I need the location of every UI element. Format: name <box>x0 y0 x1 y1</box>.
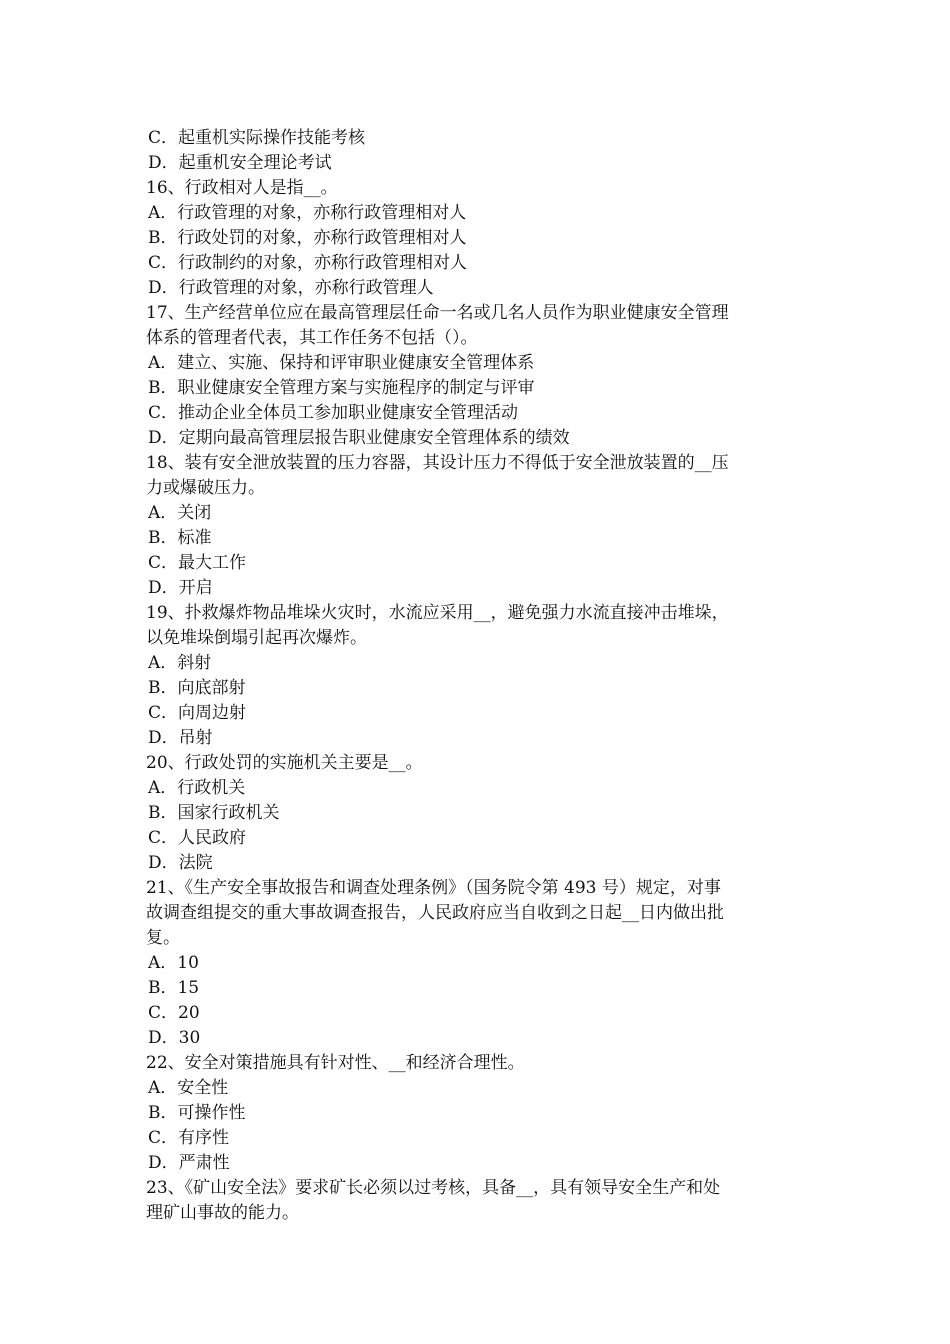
answer-option: B．15 <box>148 978 200 998</box>
answer-option: C．行政制约的对象，亦称行政管理相对人 <box>148 253 468 273</box>
answer-option: B．向底部射 <box>148 678 246 698</box>
answer-option: C．20 <box>148 1003 200 1023</box>
answer-option: D．定期向最高管理层报告职业健康安全管理体系的绩效 <box>148 428 570 448</box>
answer-option: B．标准 <box>148 528 212 548</box>
answer-option: C．最大工作 <box>148 553 247 573</box>
question-text: 体系的管理者代表，其工作任务不包括（）。 <box>146 328 478 348</box>
answer-option: D．开启 <box>148 578 213 598</box>
answer-option: C．推动企业全体员工参加职业健康安全管理活动 <box>148 403 519 423</box>
answer-option: A．斜射 <box>148 653 212 673</box>
question-text: 19、扑救爆炸物品堆垛火灾时，水流应采用__，避免强力水流直接冲击堆垛， <box>146 603 729 623</box>
answer-option: A．行政管理的对象，亦称行政管理相对人 <box>148 203 467 223</box>
question-text: 23、《矿山安全法》要求矿长必须以过考核，具备__，具有领导安全生产和处 <box>146 1178 721 1198</box>
answer-option: D．吊射 <box>148 728 213 748</box>
answer-option: C．人民政府 <box>148 828 247 848</box>
answer-option: C．有序性 <box>148 1128 230 1148</box>
question-text: 故调查组提交的重大事故调查报告，人民政府应当自收到之日起__日内做出批 <box>146 903 724 923</box>
answer-option: A．行政机关 <box>148 778 246 798</box>
answer-option: A．建立、实施、保持和评审职业健康安全管理体系 <box>148 353 535 373</box>
answer-option: C．向周边射 <box>148 703 247 723</box>
answer-option: D．起重机安全理论考试 <box>148 153 332 173</box>
question-text: 理矿山事故的能力。 <box>146 1203 299 1223</box>
question-text: 以免堆垛倒塌引起再次爆炸。 <box>146 628 367 648</box>
document-page <box>146 126 810 1226</box>
question-text: 16、行政相对人是指__。 <box>146 178 338 198</box>
answer-option: A．10 <box>148 953 199 973</box>
question-text: 20、行政处罚的实施机关主要是__。 <box>146 753 423 773</box>
question-text: 21、《生产安全事故报告和调查处理条例》（国务院令第 493 号）规定，对事 <box>146 878 721 898</box>
answer-option: B．可操作性 <box>148 1103 246 1123</box>
answer-option: A．关闭 <box>148 503 212 523</box>
answer-option: A．安全性 <box>148 1078 229 1098</box>
answer-option: D．严肃性 <box>148 1153 230 1173</box>
question-text: 复。 <box>146 928 180 948</box>
answer-option: D．30 <box>148 1028 201 1048</box>
answer-option: C．起重机实际操作技能考核 <box>148 128 366 148</box>
answer-option: B．职业健康安全管理方案与实施程序的制定与评审 <box>148 378 535 398</box>
answer-option: D．法院 <box>148 853 213 873</box>
question-text: 22、安全对策措施具有针对性、__和经济合理性。 <box>146 1053 525 1073</box>
question-text: 力或爆破压力。 <box>146 478 265 498</box>
question-text: 17、生产经营单位应在最高管理层任命一名或几名人员作为职业健康安全管理 <box>146 303 729 323</box>
answer-option: B．国家行政机关 <box>148 803 280 823</box>
question-text: 18、装有安全泄放装置的压力容器，其设计压力不得低于安全泄放装置的__压 <box>146 453 729 473</box>
answer-option: D．行政管理的对象，亦称行政管理人 <box>148 278 434 298</box>
answer-option: B．行政处罚的对象，亦称行政管理相对人 <box>148 228 467 248</box>
